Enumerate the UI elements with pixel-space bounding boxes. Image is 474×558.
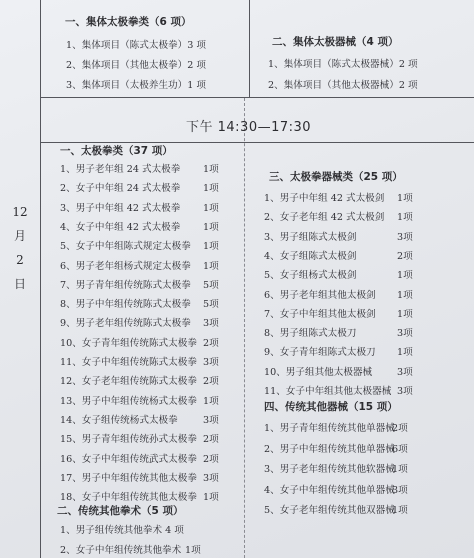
list-item: 3、集体项目（太极养生功）1 项 [66, 80, 206, 91]
taiji-fist-item-count: 3项 [203, 318, 219, 330]
taiji-fist-item-count: 1项 [203, 183, 219, 195]
date-column-border [40, 0, 41, 558]
taiji-weapon-item: 11、女子中年组其他太极器械 [264, 386, 392, 397]
taiji-fist-item: 15、男子青年组传统孙式太极拳 [60, 434, 197, 446]
traditional-weapon-item-count: 6项 [392, 443, 408, 455]
traditional-weapon-item: 3、男子老年组传统其他软器械 [264, 464, 395, 475]
taiji-weapon-item-count: 1项 [397, 289, 413, 301]
taiji-fist-item: 16、女子中年组传统武式太极拳 [60, 453, 197, 465]
list-item: 2、集体项目（其他太极器械）2 项 [268, 80, 418, 91]
taiji-fist-item: 10、女子青年组传统陈式太极拳 [60, 337, 197, 349]
date-month: 12 [12, 205, 28, 219]
taiji-weapon-item-count: 3项 [397, 366, 413, 378]
taiji-fist-item: 7、男子青年组传统陈式太极拳 [60, 279, 191, 291]
taiji-fist-item-count: 3项 [203, 472, 219, 484]
taiji-fist-item-count: 2项 [203, 337, 219, 349]
taiji-fist-item-count: 1项 [203, 221, 219, 233]
taiji-fist-item: 12、女子老年组传统陈式太极拳 [60, 376, 197, 388]
taiji-weapon-item: 5、女子组杨式太极剑 [264, 270, 357, 282]
taiji-weapon-item-count: 1项 [397, 212, 413, 224]
traditional-weapon-item-count: 1项 [392, 464, 408, 475]
taiji-fist-item: 9、男子老年组传统陈式太极拳 [60, 318, 191, 330]
list-item: 2、集体项目（其他太极拳）2 项 [66, 60, 206, 71]
taiji-fist-item: 4、女子中年组 42 式太极拳 [60, 221, 181, 233]
date-column [7, 200, 33, 296]
taiji-fist-item-count: 2项 [203, 376, 219, 388]
taiji-weapon-item-count: 1项 [397, 347, 413, 359]
taiji-weapon-item: 7、女子中年组其他太极剑 [264, 308, 376, 320]
top-section-border [40, 97, 474, 98]
taiji-fist-item: 13、男子中年组传统杨式太极拳 [60, 395, 197, 407]
taiji-fist-item-count: 2项 [203, 453, 219, 465]
traditional-weapon-item-count: 3项 [392, 484, 408, 496]
traditional-fist-section-title: 二、传统其他拳术（5 项） [57, 505, 184, 517]
group-taiji-fist-title: 一、集体太极拳类（6 项） [65, 16, 192, 28]
taiji-fist-item-count: 1项 [203, 395, 219, 407]
traditional-weapon-item: 1、男子青年组传统其他单器械 [264, 423, 395, 434]
taiji-fist-item: 14、女子组传统杨式太极拳 [60, 414, 178, 426]
taiji-fist-section-title: 一、太极拳类（37 项） [60, 145, 173, 157]
taiji-fist-item: 3、男子中年组 42 式太极拳 [60, 202, 181, 214]
taiji-weapon-item: 4、女子组陈式太极剑 [264, 250, 357, 262]
taiji-fist-item: 11、女子中年组传统陈式太极拳 [60, 357, 197, 368]
traditional-fist-item-count: 1项 [185, 545, 201, 556]
taiji-fist-item-count: 3项 [203, 357, 219, 368]
taiji-weapon-item-count: 2项 [397, 250, 413, 262]
taiji-weapon-item: 3、男子组陈式太极剑 [264, 231, 357, 243]
taiji-weapon-item: 10、男子组其他太极器械 [264, 366, 373, 378]
taiji-weapon-item-count: 1项 [397, 193, 413, 204]
taiji-weapon-section-title: 三、太极拳器械类（25 项） [269, 171, 403, 183]
traditional-weapon-item: 2、男子中年组传统其他单器械 [264, 443, 395, 455]
taiji-fist-item-count: 1项 [203, 164, 219, 175]
taiji-fist-item: 2、女子中年组 24 式太极拳 [60, 183, 181, 195]
taiji-weapon-item: 8、男子组陈式太极刀 [264, 328, 357, 340]
traditional-weapon-item-count: 2项 [392, 423, 408, 434]
traditional-weapon-item-count: 1项 [392, 505, 408, 516]
list-item: 1、集体项目（陈式太极器械）2 项 [268, 59, 418, 70]
traditional-fist-item: 1、男子组传统其他拳术 4 项 [60, 525, 184, 536]
taiji-weapon-item-count: 3项 [397, 231, 413, 243]
taiji-weapon-item-count: 3项 [397, 386, 413, 397]
taiji-fist-item-count: 5项 [203, 299, 219, 311]
taiji-fist-item: 1、男子老年组 24 式太极拳 [60, 164, 181, 175]
taiji-fist-item-count: 1项 [203, 241, 219, 253]
taiji-fist-item-count: 1项 [203, 202, 219, 214]
taiji-weapon-item-count: 1项 [397, 308, 413, 320]
taiji-fist-item-count: 1项 [203, 260, 219, 272]
taiji-weapon-item-count: 3项 [397, 328, 413, 340]
taiji-weapon-item: 2、女子老年组 42 式太极剑 [264, 212, 385, 224]
taiji-weapon-item-count: 1项 [397, 270, 413, 282]
traditional-weapon-item: 4、女子中年组传统其他单器械 [264, 484, 395, 496]
top-column-divider [249, 0, 250, 97]
taiji-weapon-item: 6、男子老年组其他太极剑 [264, 289, 376, 301]
group-taiji-weapon-title: 二、集体太极器械（4 项） [272, 36, 399, 48]
taiji-weapon-item: 1、男子中年组 42 式太极剑 [264, 193, 385, 204]
taiji-fist-item-count: 5项 [203, 279, 219, 291]
taiji-weapon-item: 9、女子青年组陈式太极刀 [264, 347, 376, 359]
taiji-fist-item-count: 2项 [203, 434, 219, 446]
taiji-fist-item-count: 3项 [203, 414, 219, 426]
traditional-fist-item: 2、女子中年组传统其他拳术 [60, 545, 182, 556]
taiji-fist-item: 5、女子中年组陈式规定太极拳 [60, 241, 191, 253]
traditional-weapon-section-title: 四、传统其他器械（15 项） [264, 401, 398, 413]
taiji-fist-item-count: 1项 [203, 492, 219, 504]
list-item: 1、集体项目（陈式太极拳）3 项 [66, 40, 206, 51]
date-day-char: 日 [13, 277, 26, 291]
taiji-fist-item: 6、男子老年组杨式规定太极拳 [60, 260, 191, 272]
date-month-char: 月 [13, 229, 26, 243]
taiji-fist-item: 17、男子中年组传统其他太极拳 [60, 472, 197, 484]
bottom-column-divider [244, 98, 247, 558]
traditional-weapon-item: 5、女子老年组传统其他双器械 [264, 505, 395, 516]
taiji-fist-item: 8、男子中年组传统陈式太极拳 [60, 299, 191, 311]
afternoon-time-header: 下午 14:30—17:30 [186, 120, 312, 135]
date-day: 2 [16, 253, 24, 267]
taiji-fist-item: 18、女子中年组传统其他太极拳 [60, 492, 197, 504]
